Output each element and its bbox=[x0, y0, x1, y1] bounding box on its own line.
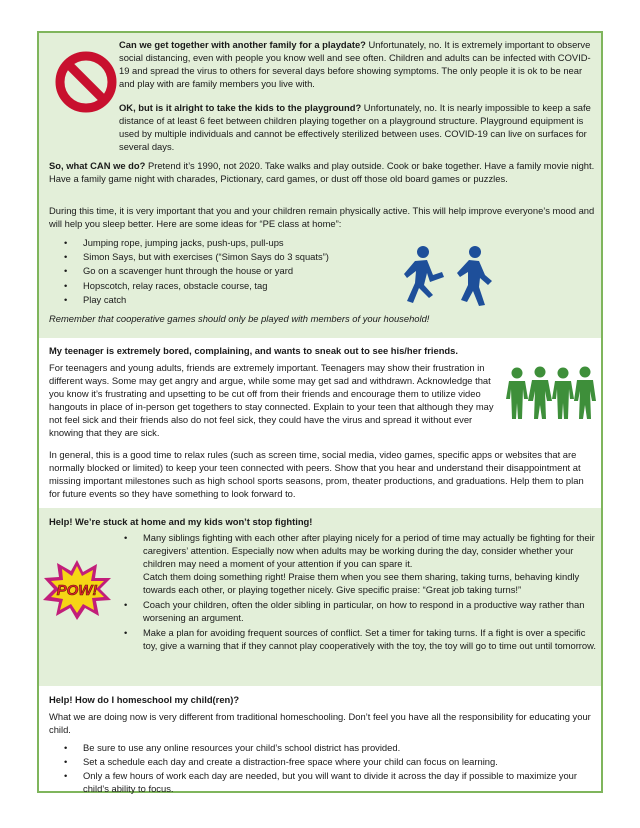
playground-question: OK, but is it alright to take the kids to the playground? bbox=[119, 102, 362, 113]
teen-section bbox=[39, 338, 601, 508]
list-item: • Go on a scavenger hunt through the house or yard bbox=[49, 264, 379, 278]
homeschool-intro: What we are doing now is very different from traditional homeschooling. Don’t feel you have all the responsibility for educating your child. bbox=[49, 711, 591, 735]
homeschool-heading: Help! How do I homeschool my child(ren)? bbox=[49, 694, 240, 705]
list-item: • Many siblings fighting with each other after playing nicely for a period of time may actually be fighting for their caregivers’ attention. Especially now when adults may be working during the day, consider whether your children may need a moment of your attention if you can spare it. bbox=[109, 531, 597, 570]
list-item: • Set a schedule each day and create a distraction-free space where your child can focus on learning. bbox=[49, 755, 597, 768]
list-item: • Jumping rope, jumping jacks, push-ups, pull-ups bbox=[49, 236, 379, 250]
flyer-page bbox=[37, 31, 603, 793]
list-item: • Simon Says, but with exercises (“Simon Says do 3 squats”) bbox=[49, 250, 379, 264]
playground-paragraph bbox=[119, 101, 597, 153]
playdate-answer: Unfortunately, no. It is extremely important to observe social distancing, even with people you know well and see often. Children and adults can be infected with COVID-19 and spread the virus to others for several days before showing symptoms. The only people it is ok to be near and play with are family members you live with. bbox=[119, 39, 591, 89]
list-item: • Play catch bbox=[49, 293, 379, 307]
list-item: • Coach your children, often the older sibling in particular, on how to respond in a productive way rather than worsening an argument. bbox=[109, 598, 597, 624]
fighting-heading: Help! We’re stuck at home and my kids won’t stop fighting! bbox=[49, 516, 313, 527]
pow-icon bbox=[41, 558, 113, 622]
playground-answer: Unfortunately, no. It is nearly impossible to keep a safe distance of at least 6 feet between children playing together on a playground structure. Playground equipment is used by multiple individuals and cannot be effectively sterilized between uses. COVID-19 can live on surfaces for several days. bbox=[119, 102, 591, 152]
homeschool-list bbox=[49, 741, 597, 795]
fighting-section bbox=[39, 508, 601, 686]
what-can-we-do-paragraph bbox=[49, 159, 597, 185]
cooperative-games-note: Remember that cooperative games should only be played with members of your household! bbox=[49, 313, 430, 324]
teen-heading: My teenager is extremely bored, complaining, and wants to sneak out to see his/her friends. bbox=[49, 345, 458, 356]
list-item: • Only a few hours of work each day are needed, but you will want to divide it across the day if possible to maximize your child’s ability to focus. bbox=[49, 769, 597, 795]
list-item: • Hopscotch, relay races, obstacle course, tag bbox=[49, 279, 379, 293]
no-entry-sign-icon bbox=[54, 50, 118, 114]
what-can-we-do-question: So, what CAN we do? bbox=[49, 160, 146, 171]
running-kids-icon bbox=[389, 245, 499, 309]
pe-ideas-list bbox=[49, 236, 379, 307]
homeschool-section bbox=[39, 686, 601, 794]
fighting-tips-list bbox=[109, 531, 597, 652]
pow-text: POW! bbox=[56, 582, 98, 599]
teen-group-icon bbox=[506, 365, 596, 421]
list-item: • Make a plan for avoiding frequent sources of conflict. Set a timer for taking turns. If a fight is over a specific toy, give a warning that if they cannot play cooperatively with the toy, the toy will go to time out until tomorrow. bbox=[109, 626, 597, 652]
physical-activity-intro: During this time, it is very important that you and your children remain physically active. This will help improve everyone’s mood and will help you sleep better. Here are some ideas for “PE class at home”: bbox=[49, 205, 595, 229]
teen-paragraph-1: For teenagers and young adults, friends are extremely important. Teenagers may show their frustration in different ways. Some may get angry and argue, while some may get sad and withdrawn. Acknowledge that you know it’s frustrating and upsetting to be cut off from their friends and encourage them to utilize video hangouts in place of in-person get togethers to stay connected. Explain to your teen that although they may not feel sick and their friends also do not feel sick, they could have the virus and spread it without ever knowing that they are sick. bbox=[49, 362, 494, 438]
playdate-question: Can we get together with another family for a playdate? bbox=[119, 39, 366, 50]
list-item-continuation: Catch them doing something right! Praise them when you see them sharing, taking turns, behaving kindly towards each other, or playing together nicely. Give specific praise: “Great job taking turns!” bbox=[143, 571, 580, 595]
playdate-paragraph bbox=[119, 38, 597, 90]
list-item: • Be sure to use any online resources your child’s school district has provided. bbox=[49, 741, 597, 754]
what-can-we-do-answer: Pretend it’s 1990, not 2020. Take walks and play outside. Cook or bake together. Have a family movie night. Have a family game night with charades, Pictionary, card games, or dust off those old board games or puzzles. bbox=[49, 160, 595, 184]
playdate-section bbox=[39, 33, 601, 338]
teen-paragraph-2: In general, this is a good time to relax rules (such as screen time, social media, video games, specific apps or websites that are normally blocked or limited) to keep your teen connected with peers. Show that you hear and understand their disappointment at missing important milestones such as high school sports seasons, prom, theater productions, and graduations. Help them to plan for future events so they have something to look forward to. bbox=[49, 449, 584, 499]
